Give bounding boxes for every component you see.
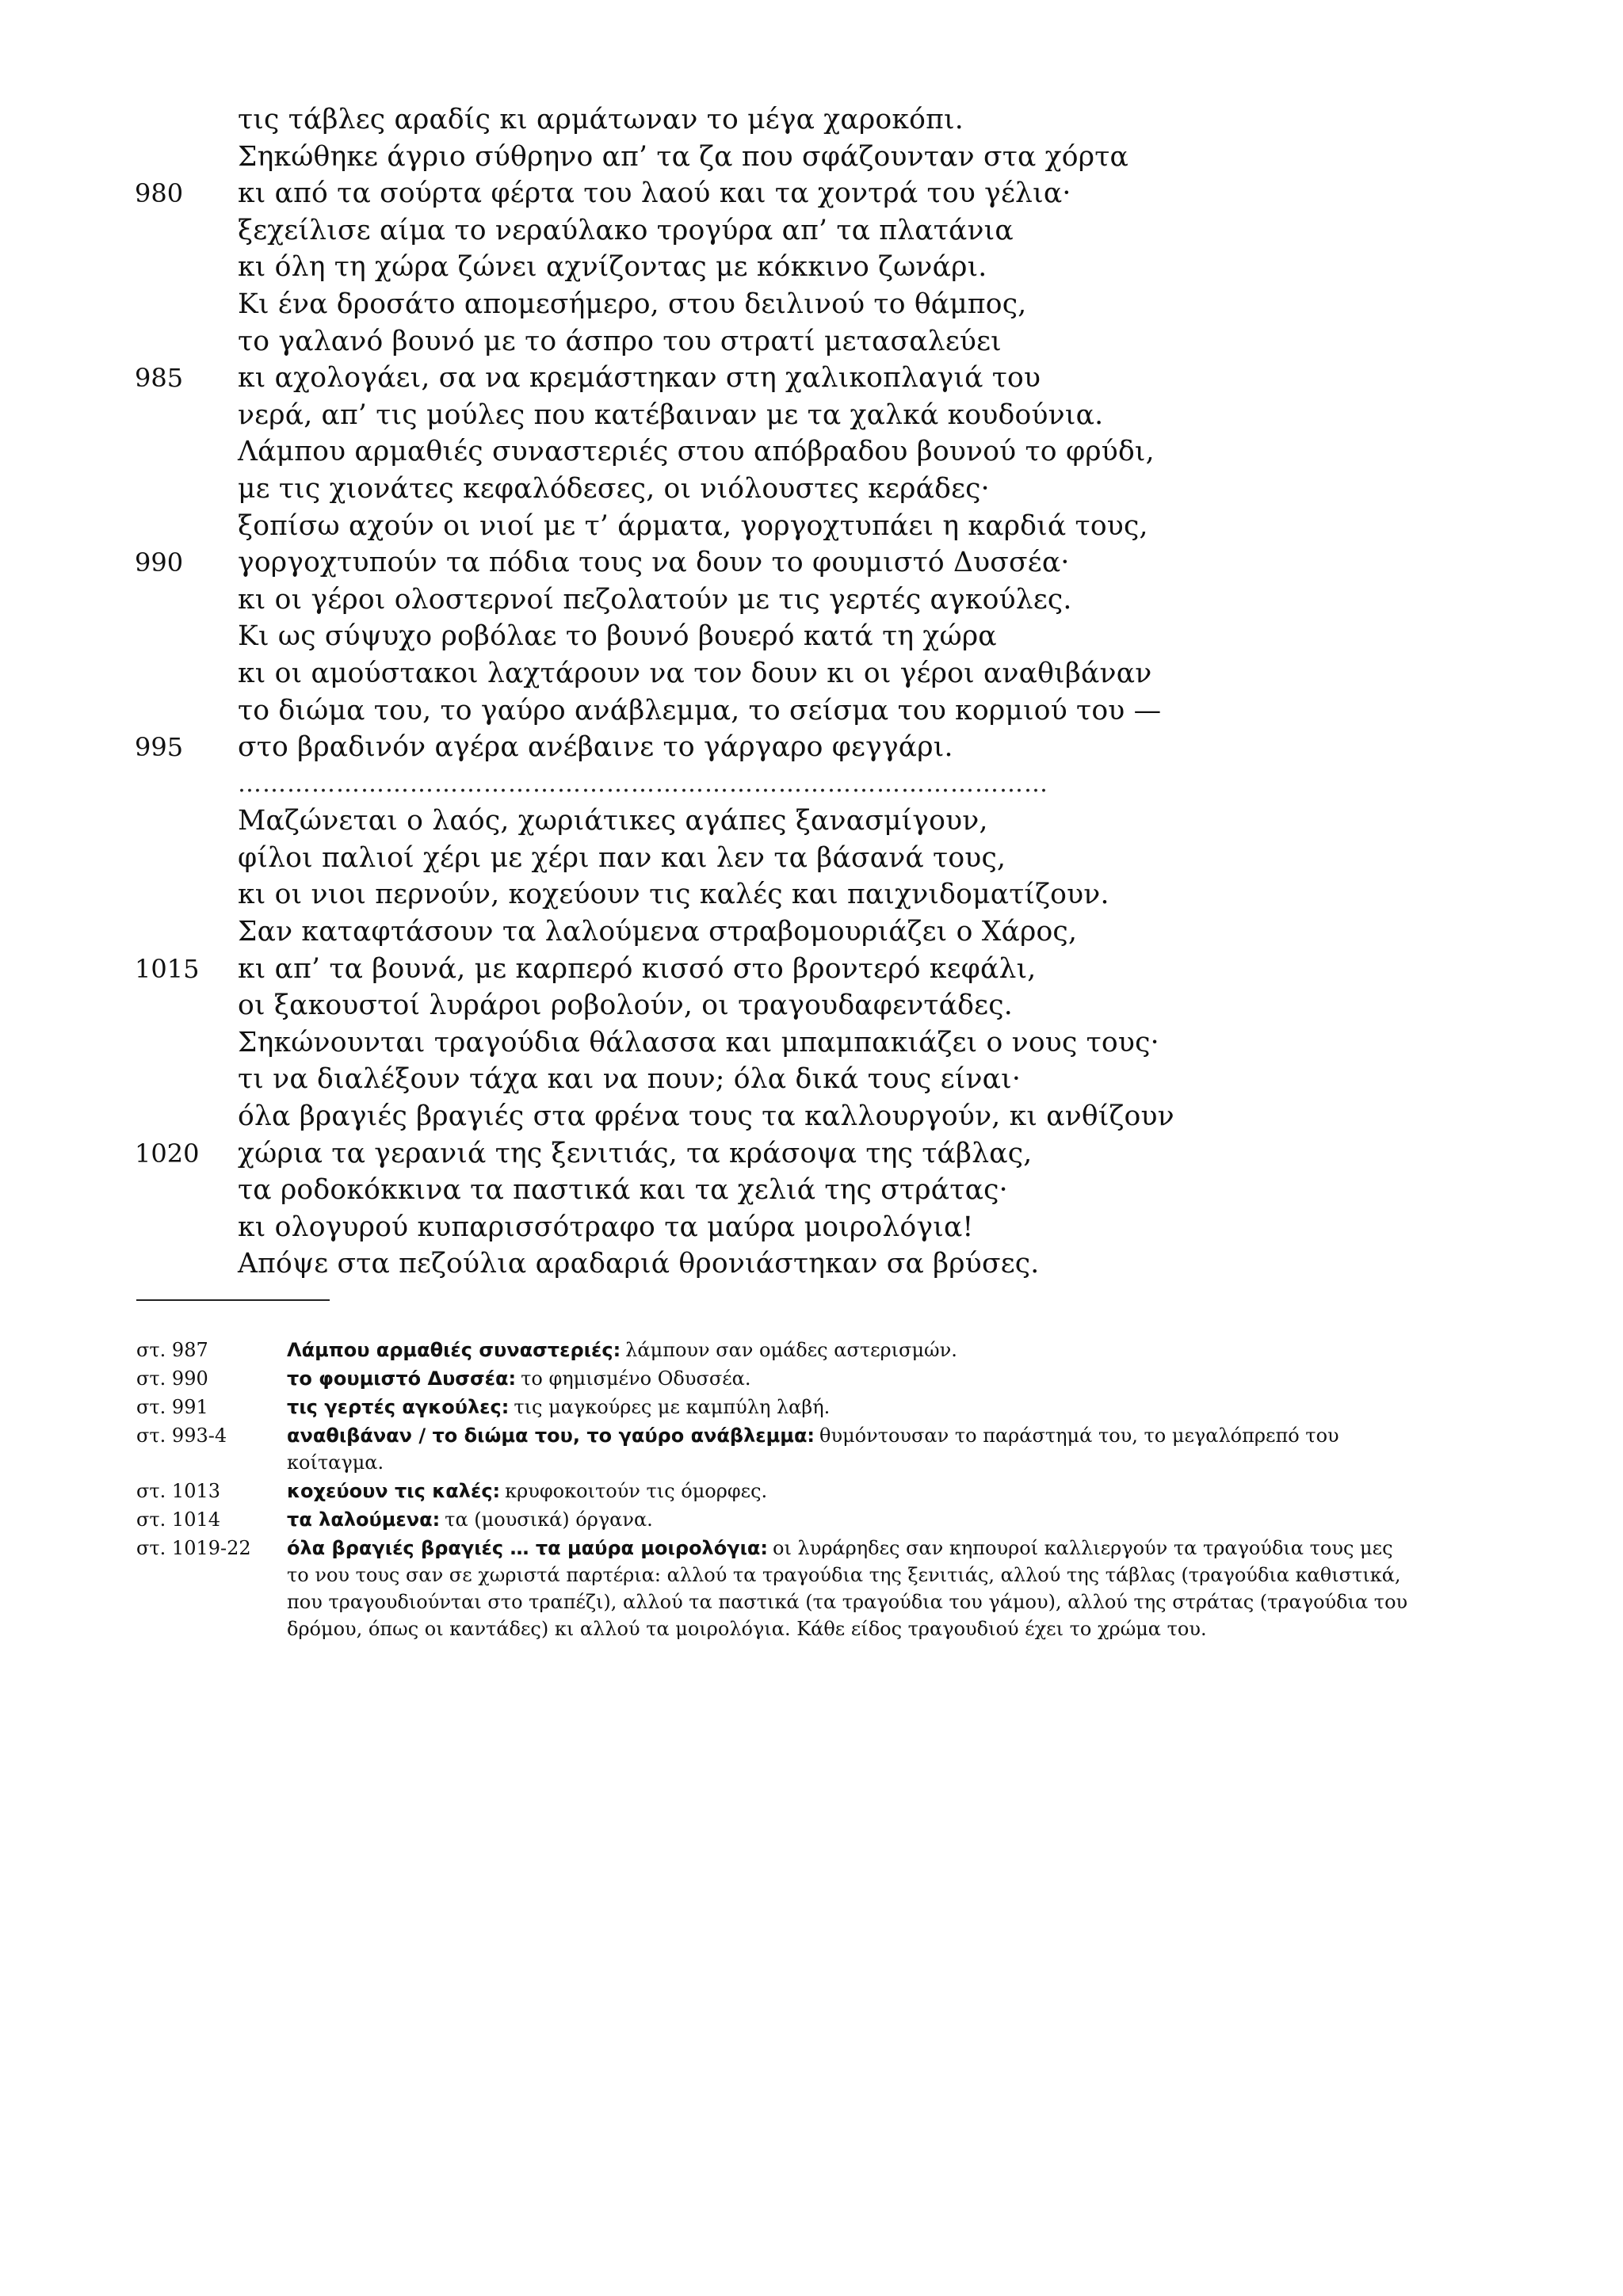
verse-text: το γαλανό βουνό με το άσπρο του στρατί μετασαλεύει [238, 325, 1002, 357]
verse-line [135, 175, 1403, 212]
footnote-gloss: θυμόντουσαν το παράστημά του, το μεγαλόπρεπό του κοίταγμα. [287, 1425, 1339, 1474]
verse-line [135, 987, 1403, 1024]
footnote-ref: στ. 1013 [136, 1480, 220, 1502]
verse-text: με τις χιονάτες κεφαλόδεσες, οι νιόλουστες κεράδες· [238, 472, 990, 505]
verse-line [135, 913, 1403, 951]
footnotes [136, 1337, 1420, 1645]
footnote-body [287, 1366, 1420, 1393]
footnote-gloss: λάμπουν σαν ομάδες αστερισμών. [625, 1339, 957, 1361]
verse-line [135, 139, 1403, 176]
verse-line [135, 471, 1403, 508]
verse-text: όλα βραγιές βραγιές στα φρένα τους τα καλλουργούν, κι ανθίζουν [238, 1100, 1174, 1133]
verse-line [135, 101, 1403, 139]
verse-text: ……………………………………………………………………………………… [238, 769, 1048, 798]
footnote-body [287, 1337, 1420, 1364]
verse-text: κι οι γέροι ολοστερνοί πεζολατούν με τις γερτές αγκούλες. [238, 583, 1072, 616]
footnote-ref: στ. 987 [136, 1339, 208, 1361]
verse-text: κι όλη τη χώρα ζώνει αχνίζοντας με κόκκινο ζωνάρι. [238, 251, 987, 284]
verse-text: φίλοι παλιοί χέρι με χέρι παν και λεν τα βάσανά τους, [238, 841, 1006, 874]
verse-text: κι οι αμούστακοι λαχτάρουν να τον δουν κι οι γέροι αναθιβάναν [238, 657, 1152, 689]
footnote-ref: στ. 1019-22 [136, 1537, 251, 1559]
verse-text: κι οι νιοι περνούν, κοχεύουν τις καλές και παιχνιδοματίζουν. [238, 879, 1109, 911]
verse-text: Απόψε στα πεζούλια αραδαριά θρονιάστηκαν σα βρύσες. [238, 1248, 1040, 1280]
footnote-ref: στ. 990 [136, 1367, 208, 1390]
footnote-gloss: τα (μουσικά) όργανα. [445, 1508, 653, 1531]
verse-line [135, 360, 1403, 397]
verse-text: Κι ως σύψυχο ροβόλαε το βουνό βουερό κατά τη χώρα [238, 620, 997, 653]
line-number: 1020 [135, 1138, 200, 1169]
verse-line [135, 323, 1403, 360]
footnote-gloss: τις μαγκούρες με καμπύλη λαβή. [514, 1396, 831, 1418]
footnote-item [136, 1535, 1420, 1643]
verse-line [135, 1024, 1403, 1062]
verse-line [135, 1135, 1403, 1173]
footnote-item [136, 1507, 1420, 1534]
verse-text: κι από τα σούρτα φέρτα του λαού και τα χοντρά του γέλια· [238, 177, 1071, 210]
verse-line [135, 286, 1403, 323]
footnote-rule [136, 1299, 330, 1301]
footnote-ref: στ. 1014 [136, 1508, 220, 1531]
verse-text: Λάμπου αρμαθιές συναστεριές στου απόβραδου βουνού το φρύδι, [238, 436, 1155, 468]
verse-line [135, 1061, 1403, 1098]
footnote-item [136, 1478, 1420, 1505]
footnote-gloss: κρυφοκοιτούν τις όμορφες. [505, 1480, 768, 1502]
footnote-body [287, 1423, 1420, 1477]
footnote-lemma: αναθιβάναν / το διώμα του, το γαύρο ανάβλεμμα: [287, 1425, 815, 1447]
verse-line [135, 1209, 1403, 1246]
verse-text: Σηκώθηκε άγριο σύθρηνο απ’ τα ζα που σφάζουνταν στα χόρτα [238, 140, 1129, 173]
footnote-item [136, 1423, 1420, 1477]
verse-text: στο βραδινόν αγέρα ανέβαινε το γάργαρο φεγγάρι. [238, 731, 953, 764]
verse-line [135, 1098, 1403, 1135]
footnote-lemma: τις γερτές αγκούλες: [287, 1396, 510, 1418]
line-number: 990 [135, 547, 184, 578]
verse-text: χώρια τα γερανιά της ξενιτιάς, τα κράσοψα της τάβλας, [238, 1137, 1033, 1169]
footnote-item [136, 1394, 1420, 1421]
footnote-lemma: κοχεύουν τις καλές: [287, 1480, 501, 1502]
verse-line [135, 951, 1403, 988]
verse-text: κι αχολογάει, σα να κρεμάστηκαν στη χαλικοπλαγιά του [238, 362, 1041, 395]
verse-line [135, 803, 1403, 840]
verse-text: τα ροδοκόκκινα τα παστικά και τα χελιά της στράτας· [238, 1174, 1008, 1207]
footnote-ref: στ. 991 [136, 1396, 208, 1418]
footnote-lemma: τα λαλούμενα: [287, 1508, 441, 1531]
verse-text: τις τάβλες αραδίς κι αρμάτωναν το μέγα χαροκόπι. [238, 104, 964, 135]
footnote-lemma: το φουμιστό Δυσσέα: [287, 1367, 517, 1390]
footnote-item [136, 1337, 1420, 1364]
verse-text: το διώμα του, το γαύρο ανάβλεμμα, το σείσμα του κορμιού του — [238, 694, 1162, 727]
verse-line [135, 729, 1403, 766]
line-number: 985 [135, 363, 184, 394]
footnote-body [287, 1535, 1420, 1643]
verse-text: ξοπίσω αχούν οι νιοί με τ’ άρματα, γοργοχτυπάει η καρδιά τους, [238, 509, 1148, 542]
line-number: 995 [135, 732, 184, 763]
verse-text: Μαζώνεται ο λαός, χωριάτικες αγάπες ξανασμίγουν, [238, 805, 988, 837]
line-number: 1015 [135, 953, 200, 984]
verse-line [135, 212, 1403, 250]
footnote-ref: στ. 993-4 [136, 1425, 227, 1447]
verse-text: Σηκώνουνται τραγούδια θάλασσα και μπαμπακιάζει ο νους τους· [238, 1026, 1159, 1058]
verse-text: Σαν καταφτάσουν τα λαλούμενα στραβομουριάζει ο Χάρος, [238, 916, 1078, 948]
footnote-lemma: Λάμπου αρμαθιές συναστεριές: [287, 1339, 621, 1361]
verse-line [135, 840, 1403, 877]
verse-line [135, 508, 1403, 545]
footnote-body [287, 1394, 1420, 1421]
verse-text: κι απ’ τα βουνά, με καρπερό κισσό στο βροντερό κεφάλι, [238, 952, 1037, 985]
verse-line [135, 618, 1403, 655]
verse-text: ξεχείλισε αίμα το νεραύλακο τρογύρα απ’ τα πλατάνια [238, 214, 1014, 246]
verse-text: γοργοχτυπούν τα πόδια τους να δουν το φουμιστό Δυσσέα· [238, 547, 1070, 579]
verse-line [135, 1245, 1403, 1283]
verse-line [135, 249, 1403, 286]
verse-line [135, 582, 1403, 619]
footnote-item [136, 1366, 1420, 1393]
verse-line [135, 1172, 1403, 1209]
verse-line [135, 692, 1403, 730]
verse-text: Κι ένα δροσάτο απομεσήμερο, στου δειλινού το θάμπος, [238, 288, 1027, 320]
omission-dots [135, 766, 1403, 803]
verse-text: τι να διαλέξουν τάχα και να πουν; όλα δικά τους είναι· [238, 1063, 1022, 1096]
footnote-lemma: όλα βραγιές βραγιές … τα μαύρα μοιρολόγια: [287, 1537, 769, 1559]
verse-line [135, 433, 1403, 471]
verse-text: οι ξακουστοί λυράροι ροβολούν, οι τραγουδαφεντάδες. [238, 990, 1013, 1022]
footnote-gloss: οι λυράρηδες σαν κηπουροί καλλιεργούν τα τραγούδια τους μες το νου τους σαν σε χωριστά παρτέρια: αλλού τα τραγούδια της ξενιτιάς, αλλού της τάβλας (τραγούδια καθιστικά, που τραγουδιούνται στο τραπέζι), αλλού τα παστικά (τα τραγούδια του γάμου), αλλού της στράτας (τραγούδια του δρόμου, όπως οι καντάδες) κι αλλού τα μοιρολόγια. Κάθε είδος τραγουδιού έχει το χρώμα του. [287, 1537, 1408, 1640]
line-number: 980 [135, 178, 184, 209]
verse-text: νερά, απ’ τις μούλες που κατέβαιναν με τα χαλκά κουδούνια. [238, 399, 1104, 431]
verse-line [135, 397, 1403, 434]
verse-text: κι ολογυρού κυπαρισσότραφο τα μαύρα μοιρολόγια! [238, 1211, 974, 1243]
poem-verses [135, 101, 1403, 1283]
footnote-body [287, 1507, 1420, 1534]
verse-line [135, 876, 1403, 913]
verse-line [135, 544, 1403, 582]
footnote-gloss: το φημισμένο Οδυσσέα. [521, 1367, 751, 1390]
verse-line [135, 655, 1403, 692]
footnote-body [287, 1478, 1420, 1505]
